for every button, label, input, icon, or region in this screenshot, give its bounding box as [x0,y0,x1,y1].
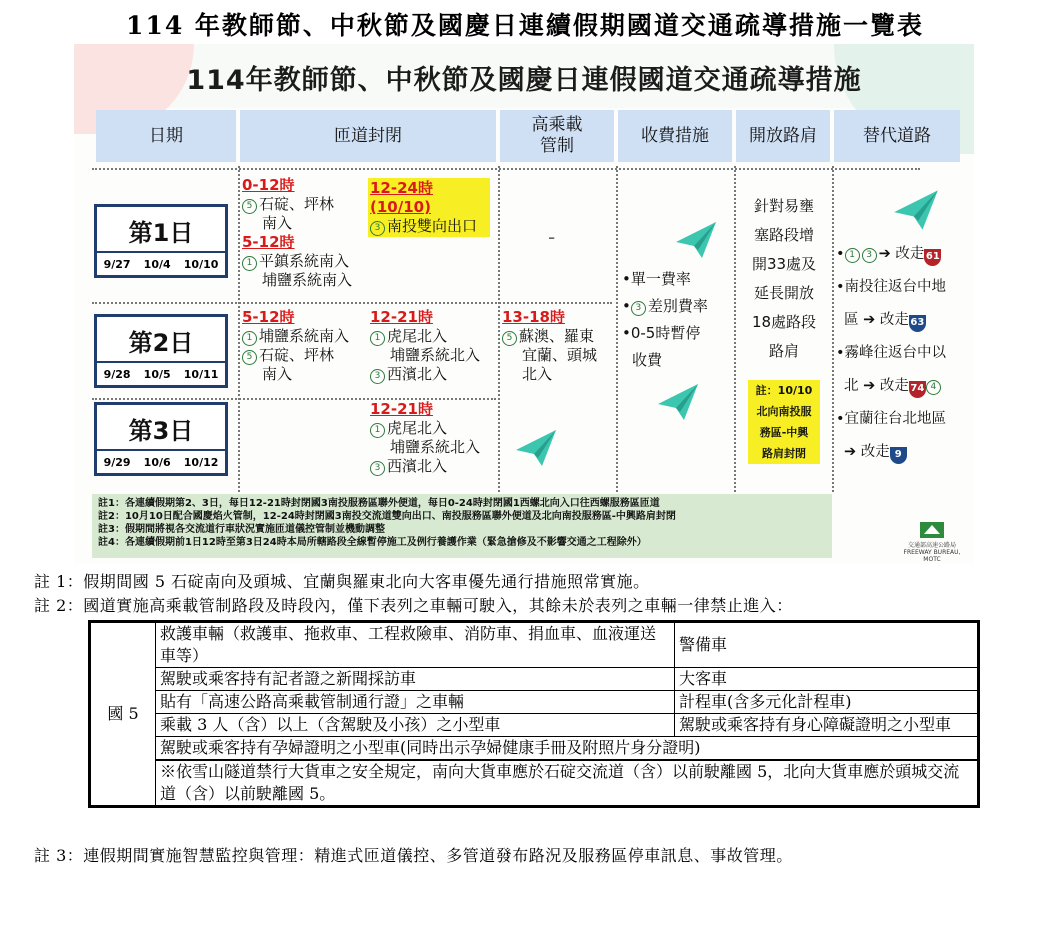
route-1-icon: 1 [370,423,385,438]
table-cell: 駕駛或乘客持有孕婦證明之小型車(同時出示孕婦健康手冊及附照片身分證明) [156,737,979,761]
divider-col1 [238,166,240,492]
date: 10/4 [143,257,171,271]
paper-plane-icon [656,382,700,422]
document-title: 114 年教師節、中秋節及國慶日連續假期國道交通疏導措施一覽表 [126,11,924,40]
paper-plane-icon [674,220,718,260]
table-cell: 乘載 3 人（含）以上（含駕駛及小孩）之小型車 [156,714,675,737]
date: 10/12 [183,455,219,469]
infographic-notes [92,494,832,558]
table-cell: 駕駛或乘客持有身心障礙證明之小型車 [675,714,979,737]
shoulder-note [748,380,820,464]
route-3-icon: 3 [370,221,385,236]
note-line: 註4：各連續假期前1日12時至第3日24時本局所轄路段全線暫停施工及例行養護作業（緊急搶修及不影響交通之工程除外） [98,537,647,548]
date: 9/29 [103,455,131,469]
freeway-bureau-logo [900,522,964,563]
alt-text: 區 [844,312,859,328]
date: 10/10 [183,257,219,271]
closure-text: 西濱北入 [387,365,448,383]
note-line: 註3：假期間將視各交流道行車狀況實施匝道儀控管制並機動調整 [98,524,385,535]
table-cell: 計程車(含多元化計程車) [675,691,979,714]
route-5-icon: 5 [502,331,517,346]
closure-time: 5-12時 [242,233,295,251]
table-row [90,714,979,737]
table-cell: 救護車輛（救護車、拖救車、工程救險車、消防車、捐血車、血液運送車等） [156,622,675,668]
closure-text: 埔鹽系統南入 [259,327,350,345]
table-row [90,691,979,714]
closure-text: 虎尾北入 [387,419,448,437]
note-line: 註2：10月10日配合國慶焰火管制，12-24時封閉國3南投交流道雙向出口、南投服務區聯外便道及北向南投服務區-中興路肩封閉 [98,511,676,522]
shoulder-line: 針對易壅 [753,197,814,215]
closure-text: 埔鹽系統北入 [390,438,481,456]
day1-closure-a [242,176,362,290]
toll-line: 收費 [632,351,663,369]
route-3-icon: 3 [631,301,646,316]
header-alternative: 替代道路 [834,110,960,162]
divider-top [92,168,920,170]
note-3: 註 3：連假期間實施智慧監控與管理：精進式匝道儀控、多管道發布路況及服務區停車訊息、事故管理。 [34,846,793,865]
route-1-icon: 1 [370,331,385,346]
toll-line: •0-5時暫停 [622,324,701,342]
shoulder-measures [738,192,830,366]
day2-closure-c [370,308,496,384]
route-5-icon: 5 [242,199,257,214]
route-1-icon: 1 [242,331,257,346]
route-63-shield-icon: 63 [909,315,926,332]
route-61-shield-icon: 61 [924,249,941,266]
route-4-icon: 4 [926,380,941,395]
route-74-shield-icon: 74 [909,381,926,398]
day-1-dates [97,251,225,275]
header-ramp-closure: 匝道封閉 [240,110,496,162]
header-toll: 收費措施 [618,110,732,162]
day-2-label: 第2日 [128,329,194,357]
day-3-box [94,402,228,476]
closure-time: 0-12時 [242,176,295,194]
table-row [90,737,979,761]
shoulder-note-line: 路肩封閉 [762,447,806,460]
day1-hov: - [548,225,556,249]
paper-plane-icon [892,188,940,232]
shoulder-line: 18處路段 [751,313,817,331]
header-hov: 高乘載 管制 [500,110,614,162]
date: 10/6 [143,455,171,469]
shoulder-line: 延長開放 [753,284,814,302]
paper-plane-icon [514,428,558,468]
alternative-roads: • 1 3 ➔ 改走 61 •南投往返台中地 區 ➔ 改走 63 •霧峰往返台中以 北 ➔ 改走 74 4 •宜蘭往台北地區 ➔ 改走 9 [836,238,968,469]
table-cell: 警備車 [675,622,979,668]
divider-day1 [92,302,612,304]
route-9-shield-icon: 9 [890,447,907,464]
closure-text: 埔鹽系統北入 [390,346,481,364]
note-2: 註 2：國道實施高乘載管制路段及時段內，僅下表列之車輛可駛入，其餘未於表列之車輛一律禁止進入： [34,596,793,615]
alt-text: 北 [844,378,859,394]
alt-text: 改走 [879,378,909,394]
shoulder-line: 路肩 [768,342,799,360]
date: 10/11 [183,367,219,381]
divider-col2 [498,166,500,492]
table-cell: ※依雪山隧道禁行大貨車之安全規定，南向大貨車應於石碇交流道（含）以前駛離國 5，北向大貨車應於頭城交流道（含）以前駛離國 5。 [156,760,979,807]
day3-closure-c [370,400,496,476]
table-row [90,760,979,807]
day2-hov [502,308,614,384]
closure-time: 12-21時 [370,400,433,418]
date: 9/28 [103,367,131,381]
hov-time: 13-18時 [502,308,565,326]
logo-text: 交通部高速公路局 [907,542,956,549]
header-date: 日期 [96,110,236,162]
day2-closure-a [242,308,372,384]
closure-text: 南入 [262,365,293,383]
shoulder-line: 塞路段增 [753,226,814,244]
route-5-icon: 5 [242,350,257,365]
date: 9/27 [103,257,131,271]
shoulder-note-line: 註：10/10 [755,384,813,397]
day-3-label: 第3日 [128,417,194,445]
route-1-icon: 1 [242,256,257,271]
route-3-icon: 3 [370,369,385,384]
divider-col4 [734,166,736,492]
hov-text: 北入 [522,365,553,383]
table-cell: 大客車 [675,668,979,691]
route-label-cell: 國 5 [90,622,156,807]
closure-text: 石碇、坪林 [259,195,335,213]
alt-text: 改走 [860,444,890,460]
closure-time: 12-21時 [370,308,433,326]
shoulder-note-line: 北向南投服 [756,405,812,418]
day-1-box [94,204,228,278]
toll-line: 差別費率 [647,297,708,315]
shoulder-note-line: 務區-中興 [759,426,809,439]
closure-text: 西濱北入 [387,457,448,475]
toll-line: •單一費率 [622,270,691,288]
vehicle-table [88,620,980,808]
day1-closure-c [368,178,490,237]
bureau-logo-icon [920,522,944,538]
header-shoulder: 開放路肩 [736,110,830,162]
infographic-title: 114年教師節、中秋節及國慶日連假國道交通疏導措施 [186,65,862,96]
table-row [90,622,979,668]
table-row [90,668,979,691]
closure-text: 埔鹽系統南入 [262,271,353,289]
alt-text: •南投往返台中地 [836,279,947,295]
logo-text-en: FREEWAY BUREAU, MOTC [903,549,961,563]
divider-col5 [832,166,834,492]
date: 10/5 [143,367,171,381]
closure-time: 12-24時(10/10) [370,179,433,216]
day-3-dates [97,449,225,473]
alt-text: 改走 [895,246,925,262]
route-1-icon: 1 [845,248,860,263]
toll-measures: •單一費率 • 3 差別費率 •0-5時暫停 收費 [622,266,732,374]
closure-text: 平鎮系統南入 [259,252,350,270]
alt-text: 改走 [879,312,909,328]
note-1: 註 1：假期間國 5 石碇南向及頭城、宜蘭與羅東北向大客車優先通行措施照常實施。 [34,572,650,591]
table-cell: 貼有「高速公路高乘載管制通行證」之車輛 [156,691,675,714]
closure-text: 南投雙向出口 [387,217,478,235]
alt-text: •宜蘭往台北地區 [836,411,947,427]
hov-text: 蘇澳、羅東 [519,327,595,345]
closure-text: 南入 [262,214,293,232]
route-3-icon: 3 [370,461,385,476]
route-3-icon: 3 [862,248,877,263]
note-line: 註1：各連續假期第2、3日，每日12-21時封閉國3南投服務區聯外便道，每日0-24時封閉國1西螺北向入口往西螺服務區匝道 [98,498,660,509]
infographic [74,44,974,564]
day-2-dates [97,361,225,385]
table-cell: 駕駛或乘客持有記者證之新聞採訪車 [156,668,675,691]
closure-time: 5-12時 [242,308,295,326]
closure-text: 虎尾北入 [387,327,448,345]
day-1-label: 第1日 [128,219,194,247]
hov-text: 宜蘭、頭城 [522,346,598,364]
day-2-box [94,314,228,388]
shoulder-line: 開33處及 [751,255,817,273]
alt-text: •霧峰往返台中以 [836,345,947,361]
divider-col3 [616,166,618,492]
closure-text: 石碇、坪林 [259,346,335,364]
